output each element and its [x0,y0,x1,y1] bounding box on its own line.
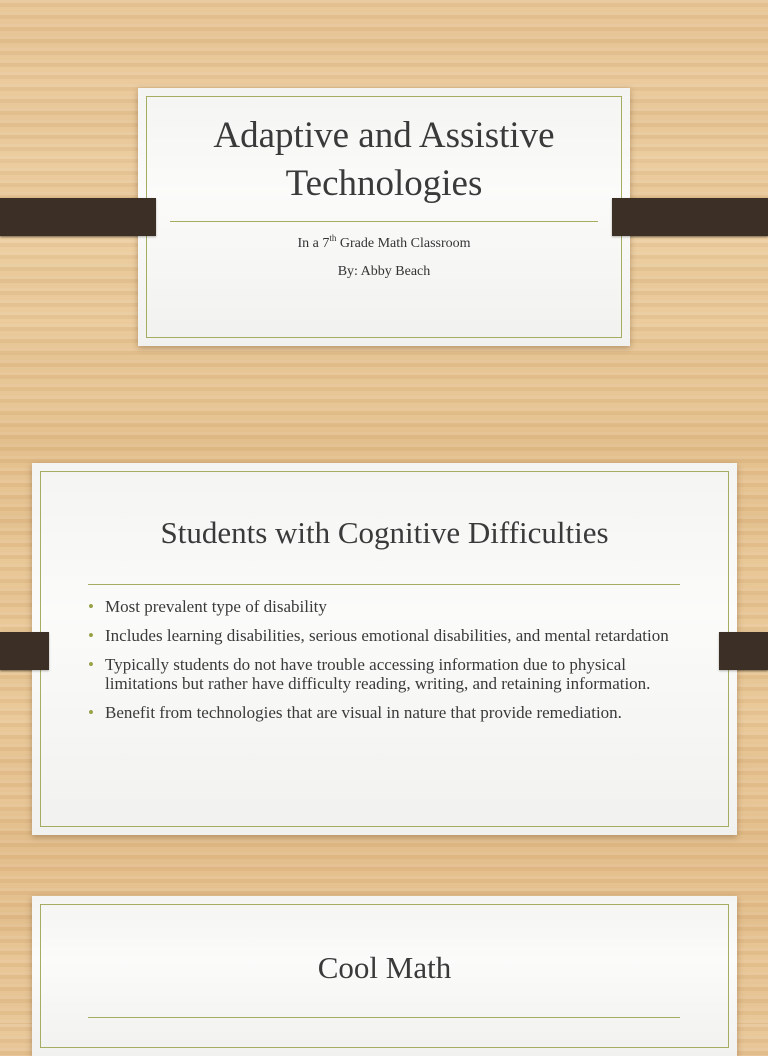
bullet-dot: • [88,626,94,645]
subtitle-prefix: In a 7 [297,236,330,251]
slide-title: Students with Cognitive Difficulties [160,515,609,550]
title-divider [170,221,598,222]
slide-cool-math[interactable] [32,896,737,1056]
bullet-text: Most prevalent type of disability [105,597,327,616]
strap-clip-right-1 [612,198,768,236]
slide-title: Cool Math [317,950,452,985]
bullet-item [88,597,688,616]
bullet-list [88,597,688,732]
bullet-dot: • [88,703,94,722]
slide-subtitle [138,233,630,252]
bullet-text: Benefit from technologies that are visual in nature that provide remediation. [105,703,622,722]
bullet-item [88,626,688,645]
subtitle-superscript: th [329,233,337,243]
bullet-item [88,703,688,722]
title-divider [88,1017,680,1018]
slide-author: By: Abby Beach [337,264,431,279]
bullet-dot: • [88,655,94,674]
strap-clip-left-1 [0,198,156,236]
slide-title-card[interactable] [138,88,630,346]
bullet-text: Typically students do not have trouble accessing information due to physical limitations but rather have difficulty reading, writing, and retaining information. [105,655,651,693]
slide-cognitive-difficulties[interactable] [32,463,737,835]
subtitle-suffix: Grade Math Classroom [336,236,471,251]
bullet-text: Includes learning disabilities, serious emotional disabilities, and mental retardation [105,626,669,645]
bullet-item [88,655,688,693]
strap-clip-left-2 [0,632,49,670]
strap-clip-right-2 [719,632,768,670]
bullet-dot: • [88,597,94,616]
slide-title: Adaptive and Assistive Technologies [213,115,555,204]
title-divider [88,584,680,585]
